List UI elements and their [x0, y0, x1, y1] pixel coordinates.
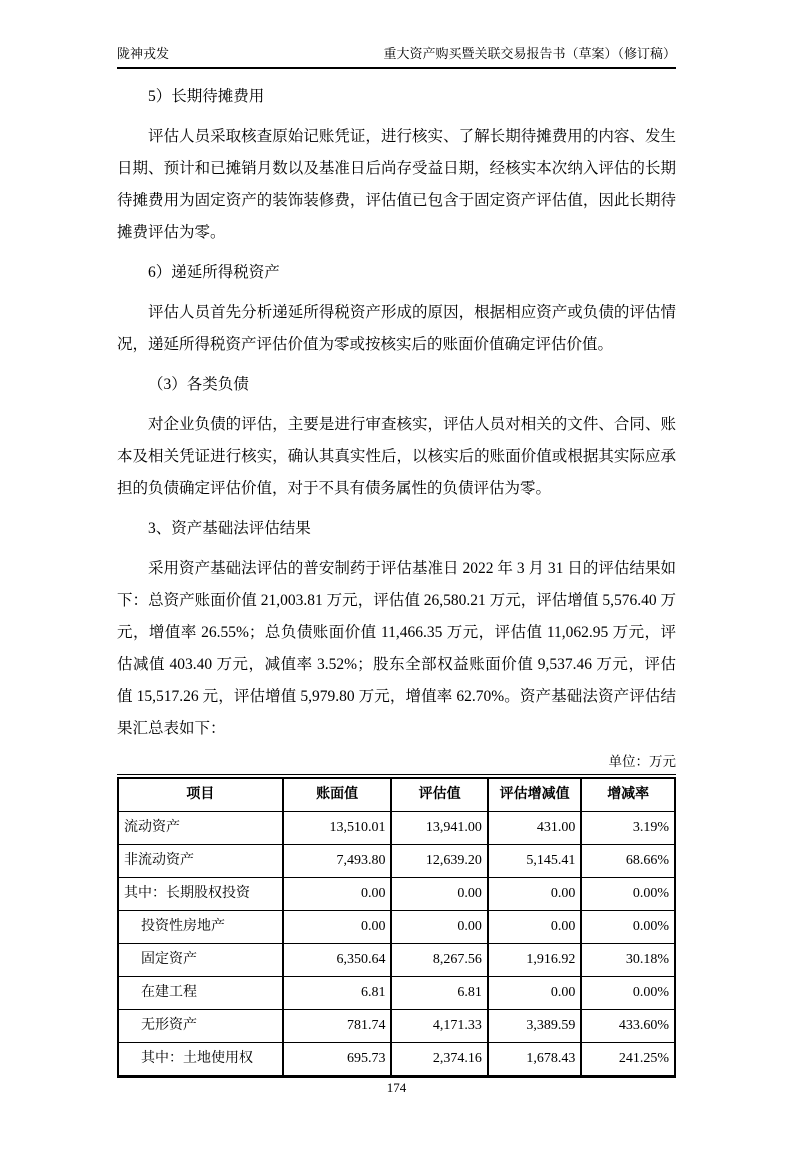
table-row: [118, 1043, 675, 1077]
page-number: 174: [386, 1080, 407, 1095]
cell-book-value: 0.00: [283, 878, 392, 911]
cell-item: 非流动资产: [118, 845, 283, 878]
cell-change-rate: 433.60%: [581, 1010, 675, 1043]
column-header-assessed-value: 评估值: [391, 778, 487, 812]
paragraph-deferred-tax-assets: 评估人员首先分析递延所得税资产形成的原因，根据相应资产或负债的评估情况，递延所得税资产评估价值为零或按核实后的账面价值确定评估价值。: [117, 304, 676, 353]
cell-assessed-value: 0.00: [391, 878, 487, 911]
table-header-row: [118, 778, 675, 812]
table-row: [118, 845, 675, 878]
cell-item: 其中：土地使用权: [118, 1043, 283, 1077]
cell-change-value: 0.00: [488, 878, 582, 911]
header-report-title: 重大资产购买暨关联交易报告书（草案）（修订稿）: [383, 46, 676, 61]
table-row: [118, 944, 675, 977]
document-body: [117, 81, 676, 1078]
cell-item: 无形资产: [118, 1010, 283, 1043]
running-header: [117, 46, 676, 69]
section-heading-deferred-tax-assets: 6）递延所得税资产: [148, 264, 280, 281]
cell-assessed-value: 4,171.33: [391, 1010, 487, 1043]
section-heading-deferred-expenses: 5）长期待摊费用: [148, 88, 265, 105]
cell-change-rate: 0.00%: [581, 977, 675, 1010]
cell-book-value: 13,510.01: [283, 812, 392, 845]
cell-assessed-value: 2,374.16: [391, 1043, 487, 1077]
cell-change-value: 3,389.59: [488, 1010, 582, 1043]
cell-book-value: 6,350.64: [283, 944, 392, 977]
cell-change-rate: 3.19%: [581, 812, 675, 845]
paragraph-deferred-expenses: 评估人员采取核查原始记账凭证，进行核实、了解长期待摊费用的内容、发生日期、预计和已摊销月数以及基准日后尚存受益日期，经核实本次纳入评估的长期待摊费用为固定资产的装饰装修费，评估值已包含于固定资产评估值，因此长期待摊费评估为零。: [117, 128, 676, 241]
table-row: [118, 911, 675, 944]
cell-item: 流动资产: [118, 812, 283, 845]
header-company-name: 陇神戎发: [117, 46, 170, 61]
cell-assessed-value: 8,267.56: [391, 944, 487, 977]
cell-item: 投资性房地产: [118, 911, 283, 944]
table-row: [118, 878, 675, 911]
cell-assessed-value: 13,941.00: [391, 812, 487, 845]
cell-change-value: 1,916.92: [488, 944, 582, 977]
cell-change-value: 0.00: [488, 977, 582, 1010]
cell-assessed-value: 0.00: [391, 911, 487, 944]
column-header-book-value: 账面值: [283, 778, 392, 812]
summary-table-wrapper: [117, 774, 676, 1078]
table-row: [118, 1010, 675, 1043]
cell-assessed-value: 6.81: [391, 977, 487, 1010]
cell-book-value: 7,493.80: [283, 845, 392, 878]
paragraph-asset-based-results: 采用资产基础法评估的普安制药于评估基准日 2022 年 3 月 31 日的评估结果如下：总资产账面价值 21,003.81 万元，评估值 26,580.21 万元，评估增值 5,576.40 万元，增值率 26.55%；总负债账面价值 11,466.35 万元，评估值 11,062.95 万元，评估减值 403.40 万元，减值率 3.52%；股东全部权益账面价值 9,537.46 万元，评估值 15,517.26 元，评估增值 5,979.80 万元，增值率 62.70%。资产基础法资产评估结果汇总表如下：: [117, 560, 676, 737]
table-row: [118, 977, 675, 1010]
cell-change-rate: 0.00%: [581, 911, 675, 944]
paragraph-liabilities: 对企业负债的评估，主要是进行审查核实，评估人员对相关的文件、合同、账本及相关凭证进行核实，确认其真实性后，以核实后的账面价值或根据其实际应承担的负债确定评估价值，对于不具有债务属性的负债评估为零。: [117, 416, 676, 497]
cell-change-value: 0.00: [488, 911, 582, 944]
cell-change-rate: 30.18%: [581, 944, 675, 977]
column-header-change-value: 评估增减值: [488, 778, 582, 812]
cell-change-rate: 0.00%: [581, 878, 675, 911]
cell-change-rate: 241.25%: [581, 1043, 675, 1077]
table-row: [118, 812, 675, 845]
column-header-item: 项目: [118, 778, 283, 812]
document-page: [0, 46, 793, 1078]
section-heading-asset-based-results: 3、资产基础法评估结果: [148, 520, 311, 537]
cell-book-value: 695.73: [283, 1043, 392, 1077]
cell-change-value: 1,678.43: [488, 1043, 582, 1077]
cell-book-value: 6.81: [283, 977, 392, 1010]
cell-book-value: 781.74: [283, 1010, 392, 1043]
cell-change-value: 431.00: [488, 812, 582, 845]
cell-book-value: 0.00: [283, 911, 392, 944]
cell-change-rate: 68.66%: [581, 845, 675, 878]
column-header-change-rate: 增减率: [581, 778, 675, 812]
asset-based-valuation-summary-table: [117, 777, 676, 1078]
cell-item: 在建工程: [118, 977, 283, 1010]
cell-change-value: 5,145.41: [488, 845, 582, 878]
cell-item: 固定资产: [118, 944, 283, 977]
cell-item: 其中：长期股权投资: [118, 878, 283, 911]
section-heading-liabilities: （3）各类负债: [148, 376, 249, 393]
cell-assessed-value: 12,639.20: [391, 845, 487, 878]
table-unit-label: 单位：万元: [608, 754, 676, 769]
